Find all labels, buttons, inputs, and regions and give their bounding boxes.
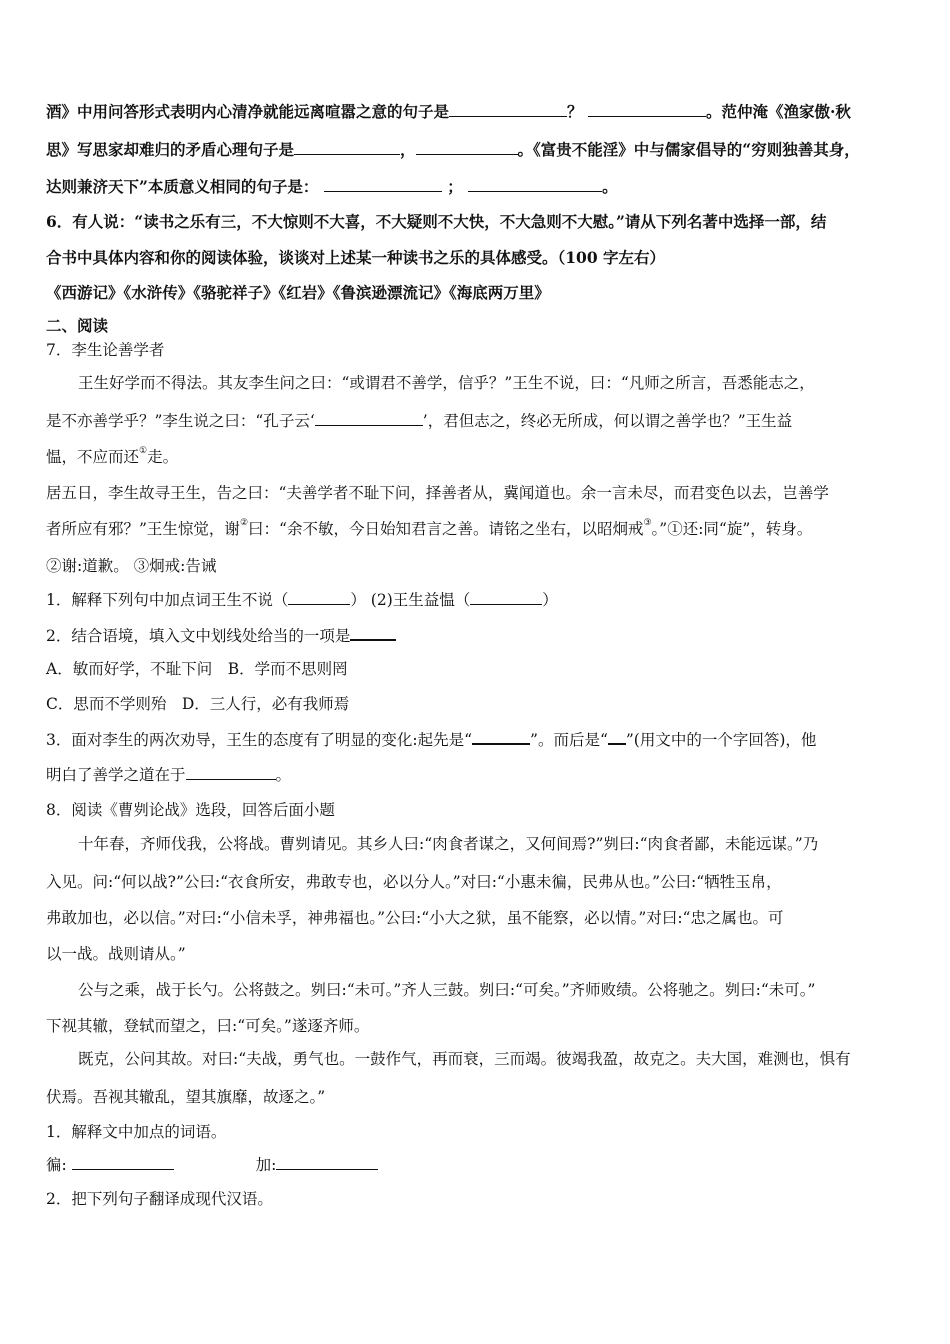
answer-blank[interactable] [588, 101, 706, 117]
q5-line-3: 达则兼济天下”本质意义相同的句子是： ； 。 [46, 177, 618, 196]
answer-blank[interactable] [416, 139, 518, 155]
q7-sub-1: 1．解释下列句中加点词王生不说（ ） (2)王生益愠（ ） [46, 591, 558, 609]
answer-blank[interactable] [324, 176, 442, 192]
answer-blank[interactable] [472, 728, 530, 745]
q8-title: 8．阅读《曹刿论战》选段，回答后面小题 [46, 801, 335, 819]
q7-options-ab: A．敏而好学，不耻下问 B．学而不思则罔 [46, 660, 348, 678]
answer-blank[interactable] [315, 410, 423, 426]
q6-line-2: 合书中具体内容和你的阅读体验，谈谈对上述某一种读书之乐的具体感受。（100 字左右） [46, 248, 666, 267]
q8-passage-line: 下视其辙，登轼而望之，曰:“可矣。”遂逐齐师。 [46, 1017, 370, 1035]
answer-blank[interactable] [72, 1154, 174, 1170]
q5-line-1: 酒》中用问答形式表明内心清净就能远离喧嚣之意的句子是 ？ 。范仲淹《渔家傲·秋 [46, 102, 851, 121]
q7-passage-line: 者所应有邪？”王生惊觉，谢②曰：“余不敏，今日始知君言之善。请铭之坐右，以昭炯戒③。”①还:同“旋”，转身。 [46, 518, 813, 538]
footnote-marker: ③ [643, 518, 652, 528]
q8-passage-line: 公与之乘，战于长勺。公将鼓之。刿曰:“未可。”齐人三鼓。刿曰:“可矣。”齐师败绩。公将驰之。刿曰:“未可。” [78, 981, 816, 999]
q8-passage-line: 以一战。战则请从。” [46, 945, 186, 963]
answer-blank[interactable] [186, 764, 276, 780]
q7-sub-3: 3．面对李生的两次劝导，王生的态度有了明显的变化:起先是“ ”。而后是“ ”(用文中的一个字回答)，他 [46, 728, 908, 751]
q8-sub-2: 2．把下列句子翻译成现代汉语。 [46, 1190, 273, 1208]
q7-sub-3-cont: 明白了善学之道在于 。 [46, 766, 292, 784]
footnote-marker: ① [139, 446, 148, 456]
q8-sub-1: 1．解释文中加点的词语。 [46, 1123, 227, 1141]
q7-passage-line: 是不亦善学乎？”李生说之曰：“孔子云‘ ’，君但志之，终必无所成，何以谓之善学也？”王生益 [46, 412, 793, 430]
answer-blank[interactable] [288, 589, 350, 605]
q8-word-blanks: 徧: 加: [46, 1154, 908, 1176]
q7-passage-line: 愠，不应而还①走。 [46, 446, 179, 466]
answer-blank[interactable] [468, 176, 602, 192]
q8-passage-line: 入见。问:“何以战?”公曰:“衣食所安，弗敢专也，必以分人。”对曰:“小惠未徧，民弗从也。”公曰:“牺牲玉帛， [46, 873, 782, 891]
q8-passage-line: 伏焉。吾视其辙乱，望其旗靡，故逐之。” [46, 1088, 326, 1106]
q5-line-2: 思》写思家却难归的矛盾心理句子是 ， 。《富贵不能淫》中与儒家倡导的“穷则独善其身， [46, 140, 860, 159]
q7-passage-line: 王生好学而不得法。其友李生问之曰：“或谓君不善学，信乎？”王生不说，曰：“凡师之所言，吾悉能志之， [78, 374, 815, 392]
q7-title: 7．李生论善学者 [46, 341, 165, 359]
answer-blank[interactable] [294, 139, 400, 155]
q7-sub-2: 2．结合语境，填入文中划线处给当的一项是 [46, 624, 908, 647]
q8-passage-line: 十年春，齐师伐我，公将战。曹刿请见。其乡人曰:“肉食者谋之，又何间焉?”刿曰:“肉食者鄙，未能远谋。”乃 [78, 835, 819, 853]
answer-blank[interactable] [276, 1154, 378, 1170]
answer-blank[interactable] [608, 728, 626, 745]
q7-passage-line: 居五日，李生故寻王生，告之曰：“夫善学者不耻下问，择善者从，冀闻道也。余一言未尽，而君变色以去，岂善学 [46, 484, 829, 502]
section-title: 二、阅读 [46, 316, 109, 335]
q8-passage-line: 弗敢加也，必以信。”对曰:“小信未孚，神弗福也。”公曰:“小大之狱，虽不能察，必以情。”对曰:“忠之属也。可 [46, 909, 784, 927]
answer-blank[interactable] [449, 101, 567, 117]
answer-blank[interactable] [350, 624, 396, 641]
q8-passage-line: 既克，公问其故。对曰:“夫战，勇气也。一鼓作气，再而衰，三而竭。彼竭我盈，故克之。夫大国，难测也，惧有 [78, 1050, 851, 1068]
q7-notes: ②谢:道歉。 ③炯戒:告诫 [46, 557, 217, 575]
q6-line-1: 6．有人说：“读书之乐有三，不大惊则不大喜，不大疑则不大快，不大急则不大慰。”请从下列名著中选择一部，结 [46, 212, 827, 231]
q6-book-list: 《西游记》《水浒传》《骆驼祥子》《红岩》《鲁滨逊漂流记》《海底两万里》 [46, 283, 550, 302]
answer-blank[interactable] [470, 589, 542, 605]
q7-options-cd: C．思而不学则殆 D．三人行，必有我师焉 [46, 695, 350, 713]
footnote-marker: ② [239, 518, 249, 528]
